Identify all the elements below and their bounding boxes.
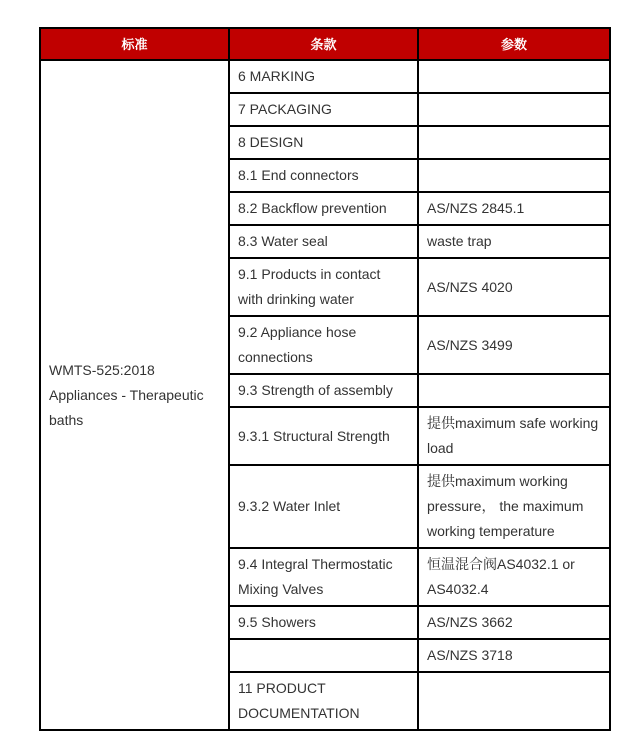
table-row: [40, 60, 610, 93]
table-body: [40, 60, 610, 730]
header-row: [40, 28, 610, 60]
parameter-cell: AS/NZS 3662: [418, 606, 610, 639]
header-parameter: 参数: [418, 28, 610, 60]
clause-cell: 9.3 Strength of assembly: [229, 374, 418, 407]
standard-title-cont: baths: [49, 411, 84, 428]
parameter-cell: [418, 126, 610, 159]
header-clause: 条款: [229, 28, 418, 60]
parameter-cell: [418, 374, 610, 407]
standard-title: Appliances - Therapeutic: [49, 386, 204, 403]
parameter-cell: [418, 60, 610, 93]
parameter-cell: [418, 159, 610, 192]
clause-cell: 11 PRODUCT DOCUMENTATION: [229, 672, 418, 730]
parameter-cell: waste trap: [418, 225, 610, 258]
standard-code: WMTS-525:2018: [49, 361, 155, 378]
clause-cell: 8 DESIGN: [229, 126, 418, 159]
table-header: [40, 28, 610, 60]
clause-cell: 9.1 Products in contact with drinking water: [229, 258, 418, 316]
clause-cell: 9.3.2 Water Inlet: [229, 465, 418, 548]
parameter-cell: [418, 93, 610, 126]
clause-cell: [229, 639, 418, 672]
parameter-cell: AS/NZS 4020: [418, 258, 610, 316]
clause-cell: 8.1 End connectors: [229, 159, 418, 192]
parameter-cell: [418, 672, 610, 730]
clause-cell: 9.4 Integral Thermostatic Mixing Valves: [229, 548, 418, 606]
clause-cell: 6 MARKING: [229, 60, 418, 93]
parameter-cell: AS/NZS 2845.1: [418, 192, 610, 225]
clause-cell: 9.5 Showers: [229, 606, 418, 639]
header-standard: 标准: [40, 28, 229, 60]
parameter-cell: 提供maximum safe working load: [418, 407, 610, 465]
clause-cell: 8.3 Water seal: [229, 225, 418, 258]
clause-cell: 9.2 Appliance hose connections: [229, 316, 418, 374]
clause-cell: 7 PACKAGING: [229, 93, 418, 126]
clause-cell: 8.2 Backflow prevention: [229, 192, 418, 225]
parameter-cell: AS/NZS 3718: [418, 639, 610, 672]
parameter-cell: AS/NZS 3499: [418, 316, 610, 374]
parameter-cell: 提供maximum working pressure， the maximum working temperature: [418, 465, 610, 548]
parameter-cell: 恒温混合阀AS4032.1 or AS4032.4: [418, 548, 610, 606]
standards-table: [39, 27, 611, 731]
clause-cell: 9.3.1 Structural Strength: [229, 407, 418, 465]
standard-cell: [40, 60, 229, 730]
